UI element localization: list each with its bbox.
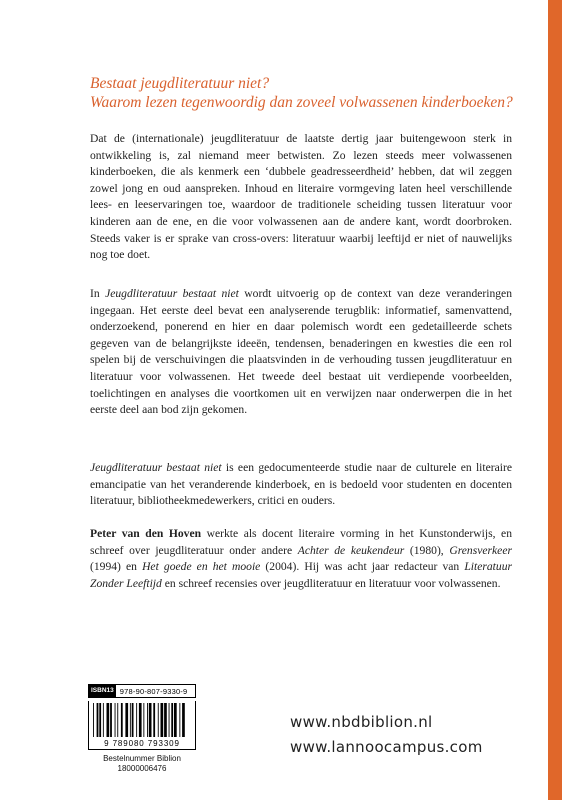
book-title: Literatuur Zonder Leeftijd: [90, 560, 512, 590]
website-link-lannoocampus[interactable]: www.lannoocampus.com: [290, 738, 483, 756]
author-paragraph: [90, 526, 512, 592]
text-run: werkte als docent literaire vorming in het Kunstonderwijs, en schreef over jeugdliteratuur onder andere: [90, 527, 512, 557]
book-title: Het goede en het mooie: [142, 560, 261, 574]
ean-digits: 9 789080 793309: [104, 739, 180, 748]
content-paragraph: [90, 286, 512, 419]
isbn-row: [88, 684, 196, 698]
text-run: en schreef recensies over jeugdliteratuur en literatuur voor volwassenen.: [161, 576, 501, 590]
audience-paragraph: [90, 460, 512, 510]
intro-paragraph: Dat de (internationale) jeugdliteratuur de laatste dertig jaar buitengewoon sterk in ontwikkeling is, zal niemand meer betwisten. Zo lezen steeds meer volwassenen kinderboeken, die als kenmerk een ‘dubbele geadresseerdheid’ hebben, dat wil zeggen zowel jong en oud aanspreken. Inhoud en literaire vormgeving laten heel verschillende lees- en leeservaringen toe, waardoor de traditionele scheiding tussen literatuur voor kinderen aan de ene, en die voor volwassenen aan de andere kant, wordt doorbroken. Steeds vaker is er sprake van cross-overs: literatuur waarbij leeftijd er niet of nauwelijks nog toe doet.: [90, 132, 512, 262]
barcode-bar: [153, 703, 155, 737]
text-run: wordt uitvoerig op de context van deze veranderingen ingegaan. Het eerste deel bevat een analyserende terugblik: informatief, samenvattend, onderzoekend, ponerend en hier en daar polemisch wordt een gedetailleerde schets gegeven van de belangrijkste ideeën, tendensen, benaderingen en kwesties die een rol spelen bij de verschuivingen die plaatsvinden in de verhouding tussen jeugdliteratuur en literatuur voor volwassenen. Het tweede deel bestaat uit verdiepende voorbeelden, toelichtingen en analyses die voortkomen uit en verwijzen naar onderwerpen die in het eerste deel aan bod zijn gekomen.: [90, 287, 512, 417]
barcode-bar: [132, 703, 134, 737]
barcode-bar: [130, 703, 131, 737]
barcode-bar: [147, 703, 148, 737]
barcode-bar: [182, 703, 185, 737]
barcode-bar: [110, 703, 112, 737]
spine-strip: [548, 0, 562, 800]
barcode-bar: [115, 703, 116, 737]
isbn-number: 978-90-807-9330-9: [119, 686, 188, 696]
tagline: [90, 74, 530, 112]
barcode-bar: [171, 703, 173, 737]
barcode-bar: [97, 703, 99, 737]
author-name: Peter van den Hoven: [90, 527, 202, 540]
barcode-bar: [93, 703, 94, 737]
tagline-line-1: Bestaat jeugdliteratuur niet?: [90, 75, 270, 92]
barcode-bar: [103, 703, 104, 737]
website-link-nbdbiblion[interactable]: www.nbdbiblion.nl: [290, 713, 433, 731]
barcode-bar: [169, 703, 170, 737]
text-run: (2004). Hij was acht jaar redacteur van: [260, 560, 465, 574]
text-run: (1994) en: [90, 560, 143, 574]
barcode-bar: [179, 703, 180, 737]
barcode-bar: [149, 703, 152, 737]
tagline-line-2: Waarom lezen tegenwoordig dan zoveel volwassenen kinderboeken?: [90, 94, 513, 111]
order-label: Bestelnummer Biblion: [103, 754, 181, 763]
barcode-bar: [99, 703, 101, 737]
barcode-bar: [139, 703, 142, 737]
book-title: Jeugdliteratuur bestaat niet: [90, 461, 222, 474]
barcode-bars: [88, 701, 196, 750]
barcode-bar: [125, 703, 128, 737]
order-number: [88, 754, 196, 774]
text-run: is een gedocumenteerde studie naar de culturele en literaire emancipatie van het veranderende kinderboek, en is bedoeld voor studenten en docenten literatuur, bibliotheekmedewerkers, critici en ouders.: [90, 461, 512, 508]
text-run: In: [90, 287, 106, 300]
text-run: (1980),: [404, 543, 450, 557]
barcode-bar: [136, 703, 137, 737]
barcode-block: [88, 684, 196, 774]
barcode-bar: [117, 703, 118, 737]
barcode-bar: [107, 703, 110, 737]
book-title: Grensverkeer: [449, 543, 512, 557]
book-title: Achter de keukendeur: [297, 543, 405, 557]
order-code: 18000006476: [117, 764, 167, 773]
barcode-bar: [174, 703, 177, 737]
barcode-bar: [158, 703, 159, 737]
barcode-bar: [121, 703, 123, 737]
barcode-graphic: [91, 701, 195, 739]
barcode-bar: [161, 703, 164, 737]
isbn-tag: ISBN13: [89, 685, 116, 697]
book-title: Jeugdliteratuur bestaat niet: [105, 287, 239, 300]
barcode-bar: [164, 703, 167, 737]
barcode-bar: [143, 703, 144, 737]
